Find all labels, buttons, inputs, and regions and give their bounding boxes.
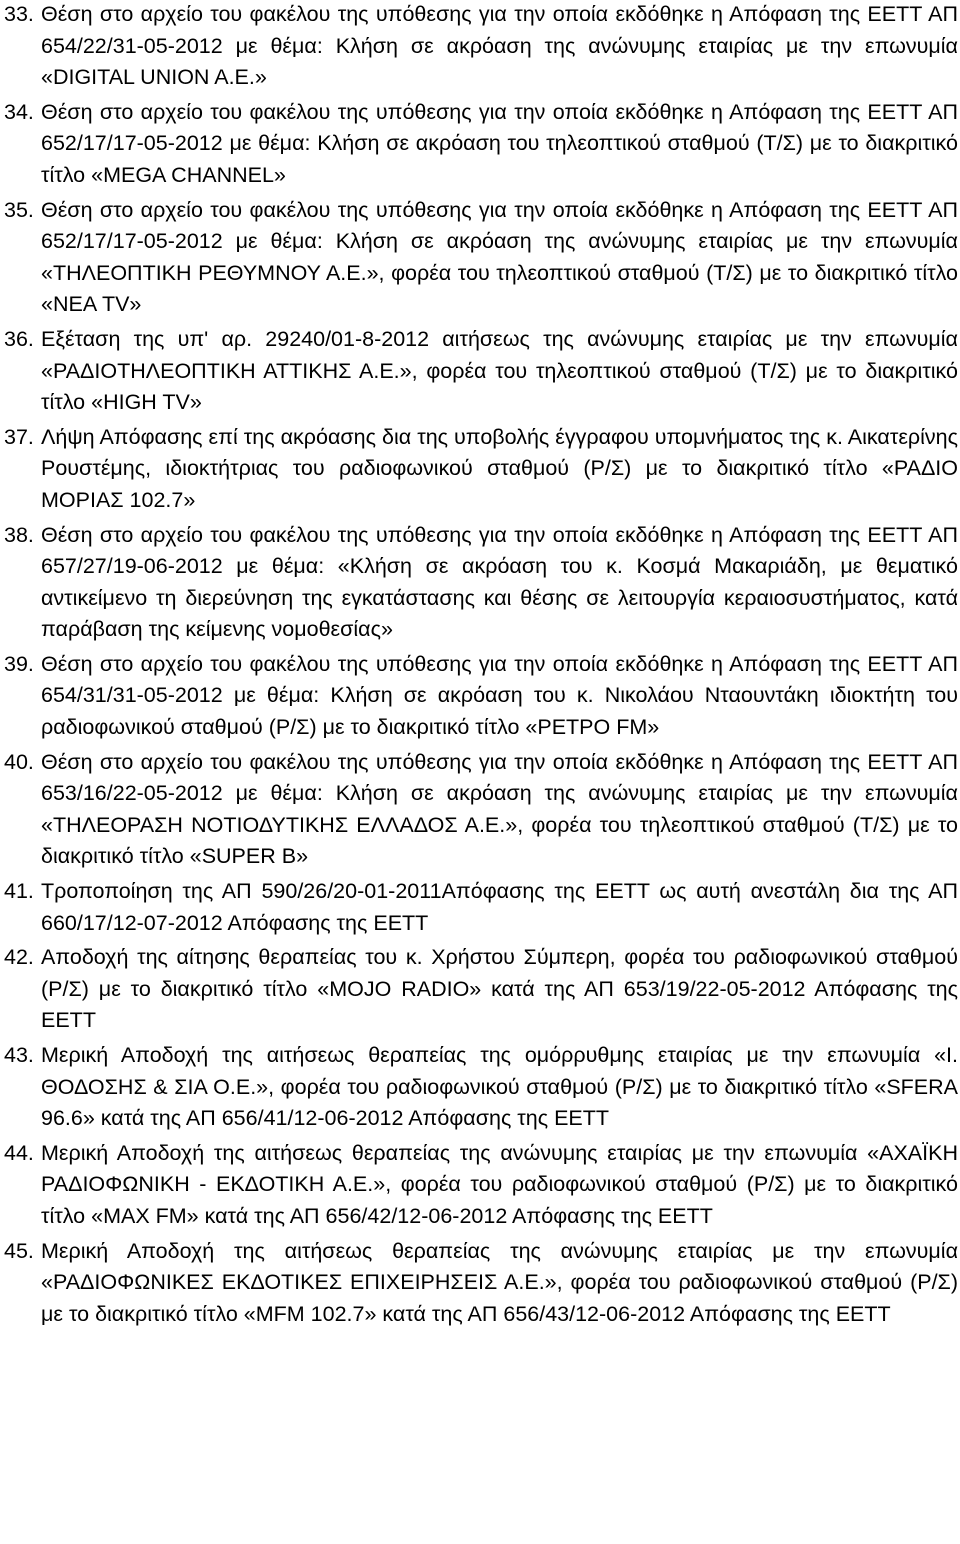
- agenda-item: [0, 1040, 958, 1135]
- agenda-item: [0, 649, 958, 744]
- item-number: 41.: [4, 879, 34, 904]
- agenda-item: [0, 942, 958, 1037]
- agenda-item: [0, 876, 958, 939]
- agenda-item: [0, 324, 958, 419]
- agenda-item: [0, 97, 958, 192]
- agenda-item: [0, 1236, 958, 1331]
- item-number: 37.: [4, 424, 34, 449]
- item-number: 38.: [4, 522, 34, 547]
- item-number: 35.: [4, 197, 34, 222]
- agenda-item: [0, 520, 958, 646]
- agenda-item: [0, 422, 958, 517]
- item-number: 44.: [4, 1140, 34, 1165]
- item-text: Μερική Αποδοχή της αιτήσεως θεραπείας της ανώνυμης εταιρίας με την επωνυμία «ΡΑΔΙΟΦΩΝΙΚΕΣ ΕΚΔΟΤΙΚΕΣ ΕΠΙΧΕΙΡΗΣΕΙΣ Α.Ε.», φορέα του ραδιοφωνικού σταθμού (Ρ/Σ) με το διακριτικό τίτλο «MFM 102.7» κατά της ΑΠ 656/43/12-06-2012 Απόφασης της ΕΕΤΤ: [41, 1238, 958, 1326]
- item-number: 42.: [4, 945, 34, 970]
- item-text: Εξέταση της υπ' αρ. 29240/01-8-2012 αιτήσεως της ανώνυμης εταιρίας με την επωνυμία «ΡΑΔΙΟΤΗΛΕΟΠΤΙΚΗ ΑΤΤΙΚΗΣ Α.Ε.», φορέα του τηλεοπτικού σταθμού (Τ/Σ) με το διακριτικό τίτλο «HIGH TV»: [41, 326, 958, 415]
- item-number: 33.: [4, 2, 34, 26]
- agenda-item: [0, 747, 958, 873]
- item-text: Μερική Αποδοχή της αιτήσεως θεραπείας της ομόρρυθμης εταιρίας με την επωνυμία «Ι. ΘΟΔΟΣΗΣ & ΣΙΑ Ο.Ε.», φορέα του ραδιοφωνικού σταθμού (Ρ/Σ) με το διακριτικό τίτλο «SFERA 96.6» κατά της ΑΠ 656/41/12-06-2012 Απόφασης της ΕΕΤΤ: [41, 1043, 958, 1131]
- agenda-item: [0, 0, 958, 94]
- item-text: Αποδοχή της αίτησης θεραπείας του κ. Χρήστου Σύμπερη, φορέα του ραδιοφωνικού σταθμού (Ρ/Σ) με το διακριτικό τίτλο «MOJO RADIO» κατά της ΑΠ 653/19/22-05-2012 Απόφασης της ΕΕΤΤ: [41, 945, 958, 1033]
- agenda-item: [0, 195, 958, 321]
- item-text: Μερική Αποδοχή της αιτήσεως θεραπείας της ανώνυμης εταιρίας με την επωνυμία «ΑΧΑΪΚΗ ΡΑΔΙΟΦΩΝΙΚΗ - ΕΚΔΟΤΙΚΗ Α.Ε.», φορέα του ραδιοφωνικού σταθμού (Ρ/Σ) με το διακριτικό τίτλο «ΜΑΧ FM» κατά της ΑΠ 656/42/12-06-2012 Απόφασης της ΕΕΤΤ: [41, 1140, 958, 1228]
- item-text: Θέση στο αρχείο του φακέλου της υπόθεσης για την οποία εκδόθηκε η Απόφαση της ΕΕΤΤ ΑΠ 653/16/22-05-2012 με θέμα: Κλήση σε ακρόαση της ανώνυμης εταιρίας με την επωνυμία «ΤΗΛΕΟΡΑΣΗ ΝΟΤΙΟΔΥΤΙΚΗΣ ΕΛΛΑΔΟΣ Α.Ε.», φορέα του τηλεοπτικού σταθμού (Τ/Σ) με το διακριτικό τίτλο «SUPER B»: [41, 749, 958, 869]
- item-number: 45.: [4, 1238, 34, 1263]
- item-number: 34.: [4, 99, 34, 124]
- item-text: Θέση στο αρχείο του φακέλου της υπόθεσης για την οποία εκδόθηκε η Απόφαση της ΕΕΤΤ ΑΠ 654/31/31-05-2012 με θέμα: Κλήση σε ακρόαση του κ. Νικολάου Νταουντάκη ιδιοκτήτη του ραδιοφωνικού σταθμού (Ρ/Σ) με το διακριτικό τίτλο «ΡΕΤΡΟ FM»: [41, 651, 958, 740]
- item-text: Θέση στο αρχείο του φακέλου της υπόθεσης για την οποία εκδόθηκε η Απόφαση της ΕΕΤΤ ΑΠ 654/22/31-05-2012 με θέμα: Κλήση σε ακρόαση της ανώνυμης εταιρίας με την επωνυμία «DIGITAL UNION A.E.»: [41, 2, 958, 90]
- item-number: 40.: [4, 749, 34, 774]
- agenda-item: [0, 1138, 958, 1233]
- item-text: Λήψη Απόφασης επί της ακρόασης δια της υποβολής έγγραφου υπομνήματος της κ. Αικατερίνης Ρουστέμης, ιδιοκτήτριας του ραδιοφωνικού σταθμού (Ρ/Σ) με το διακριτικό τίτλο «ΡΑΔΙΟ ΜΟΡΙΑΣ 102.7»: [41, 424, 958, 512]
- item-text: Θέση στο αρχείο του φακέλου της υπόθεσης για την οποία εκδόθηκε η Απόφαση της ΕΕΤΤ ΑΠ 652/17/17-05-2012 με θέμα: Κλήση σε ακρόαση της ανώνυμης εταιρίας με την επωνυμία «ΤΗΛΕΟΠΤΙΚΗ ΡΕΘΥΜΝΟΥ Α.Ε.», φορέα του τηλεοπτικού σταθμού (Τ/Σ) με το διακριτικό τίτλο «ΝΕΑ TV»: [41, 197, 958, 317]
- item-number: 43.: [4, 1043, 34, 1067]
- item-text: Θέση στο αρχείο του φακέλου της υπόθεσης για την οποία εκδόθηκε η Απόφαση της ΕΕΤΤ ΑΠ 652/17/17-05-2012 με θέμα: Κλήση σε ακρόαση του τηλεοπτικού σταθμού (Τ/Σ) με το διακριτικό τίτλο «MEGA CHANNEL»: [41, 99, 958, 187]
- item-number: 36.: [4, 326, 34, 351]
- item-number: 39.: [4, 651, 34, 676]
- item-text: Τροποποίηση της ΑΠ 590/26/20-01-2011Απόφασης της ΕΕΤΤ ως αυτή ανεστάλη δια της ΑΠ 660/17/12-07-2012 Απόφασης της ΕΕΤΤ: [41, 879, 958, 935]
- item-text: Θέση στο αρχείο του φακέλου της υπόθεσης για την οποία εκδόθηκε η Απόφαση της ΕΕΤΤ ΑΠ 657/27/19-06-2012 με θέμα: «Κλήση σε ακρόαση του κ. Κοσμά Μακαριάδη, με θεματικό αντικείμενο τη διερεύνηση της εγκατάστασης και θέσης σε λειτουργία κεραιοσυστήματος, κατά παράβαση της κείμενης νομοθεσίας»: [41, 522, 958, 642]
